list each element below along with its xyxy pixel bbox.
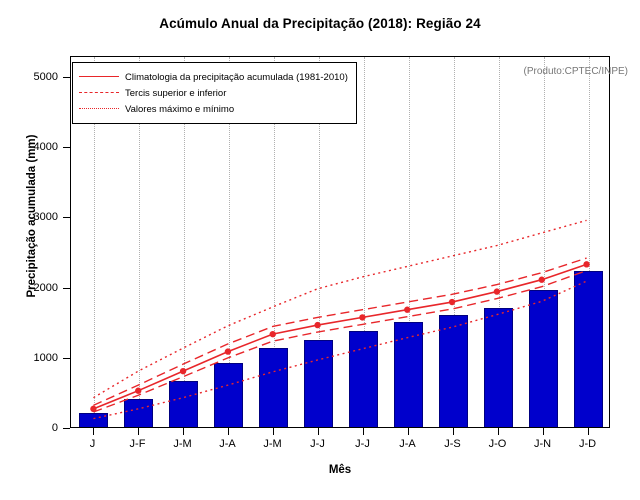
x-tick-label: J-J <box>355 438 370 450</box>
series-marker <box>539 277 545 283</box>
series-marker <box>180 368 186 374</box>
legend-item <box>79 85 348 101</box>
y-tick-mark <box>63 288 70 289</box>
x-tick-label: J-D <box>578 438 597 450</box>
y-tick-label: 4000 <box>33 141 58 154</box>
x-tick-label: J-A <box>219 438 236 450</box>
chart-title: Acúmulo Anual da Precipitação (2018): Região 24 <box>159 16 481 31</box>
source-annotation: (Produto:CPTEC/INPE) <box>523 66 628 77</box>
x-tick-label: J-J <box>310 438 325 450</box>
series-marker <box>359 314 365 320</box>
x-tick-mark <box>183 428 184 435</box>
y-tick-label: 2000 <box>33 281 58 294</box>
y-tick-mark <box>63 358 70 359</box>
y-tick-label: 0 <box>51 422 58 434</box>
x-tick-mark <box>228 428 229 435</box>
x-tick-mark <box>138 428 139 435</box>
y-tick-mark <box>63 428 70 429</box>
y-tick-mark <box>63 147 70 148</box>
y-tick-label: 1000 <box>33 351 58 364</box>
legend-item-label: Valores máximo e mínimo <box>125 103 235 115</box>
x-axis <box>70 428 610 458</box>
series-line <box>93 258 586 405</box>
x-tick-label: J-F <box>129 438 146 450</box>
legend-key-dashed-icon <box>79 87 119 99</box>
series-marker <box>135 388 141 394</box>
x-tick-mark <box>408 428 409 435</box>
x-tick-mark <box>273 428 274 435</box>
x-tick-mark <box>498 428 499 435</box>
x-tick-mark <box>453 428 454 435</box>
series-marker <box>404 307 410 313</box>
series-line <box>93 281 586 419</box>
x-tick-label: J-N <box>533 438 552 450</box>
x-tick-label: J-M <box>263 438 282 450</box>
series-line <box>93 264 586 409</box>
y-tick-mark <box>63 217 70 218</box>
legend-item <box>79 101 348 117</box>
x-tick-mark <box>363 428 364 435</box>
legend-key-dotted-icon <box>79 103 119 115</box>
x-tick-mark <box>543 428 544 435</box>
series-marker <box>494 288 500 294</box>
series-line <box>93 220 586 397</box>
series-marker <box>449 299 455 305</box>
x-tick-mark <box>93 428 94 435</box>
x-tick-label: J-A <box>399 438 416 450</box>
x-tick-label: J-M <box>173 438 192 450</box>
y-tick-label: 5000 <box>33 71 58 84</box>
legend-key-solid-icon <box>79 71 119 83</box>
series-marker <box>314 322 320 328</box>
legend-item-label: Climatologia da precipitação acumulada (1981-2010) <box>125 71 348 83</box>
series-marker <box>225 348 231 354</box>
series-line <box>93 271 586 412</box>
series-marker <box>270 331 276 337</box>
series-marker <box>583 261 589 267</box>
legend-item-label: Tercis superior e inferior <box>125 87 227 99</box>
x-tick-mark <box>588 428 589 435</box>
x-tick-label: J <box>89 438 96 450</box>
y-tick-label: 3000 <box>33 211 58 224</box>
x-tick-label: J-O <box>488 438 507 450</box>
chart-legend <box>72 62 357 124</box>
y-axis-label: Precipitação acumulada (mm) <box>26 134 38 298</box>
y-tick-mark <box>63 77 70 78</box>
legend-item <box>79 69 348 85</box>
x-tick-label: J-S <box>444 438 461 450</box>
x-tick-mark <box>318 428 319 435</box>
x-axis-label: Mês <box>328 464 352 476</box>
